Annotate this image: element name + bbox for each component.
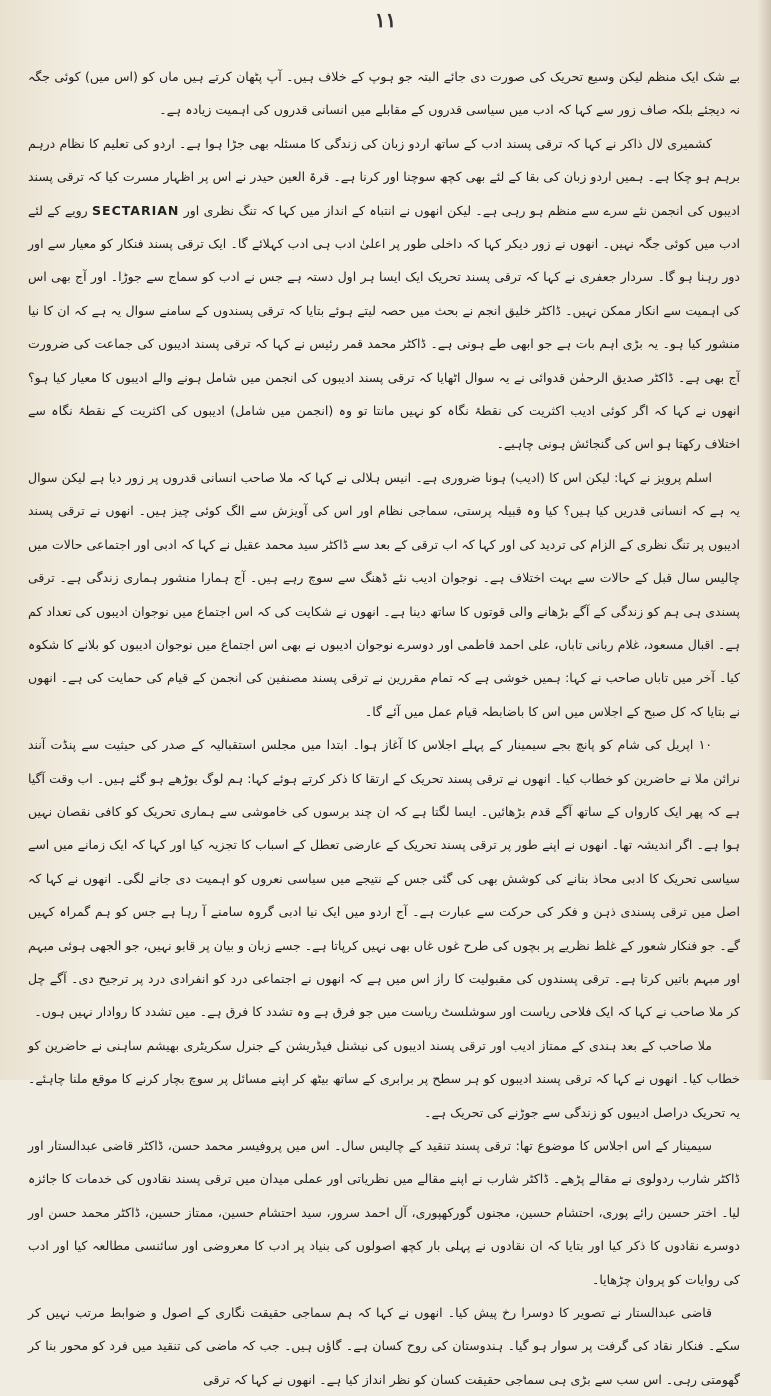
paragraph-1: بے شک ایک منظم لیکن وسیع تحریک کی صورت دی جائے البتہ جو ہوپ کے خلاف ہیں۔ آپ پٹھان کرتے ہیں ماں کو (اس میں) کوئی جگہ نہ دیجئے بلکہ صاف زور سے کہا کہ ادب میں سیاسی قدروں کے مقابلے میں انسانی قدروں کی اہمیت زیادہ ہے۔: [28, 69, 740, 118]
latin-term: SECTARIAN: [92, 202, 180, 218]
paragraph-6: سیمینار کے اس اجلاس کا موضوع تھا: ترقی پسند تنقید کے چالیس سال۔ اس میں پروفیسر محمد حسن، ڈاکٹر قاضی عبدالستار اور ڈاکٹر شارب ردولوی نے مقالے پڑھے۔ ڈاکٹر شارب نے اپنے مقالے میں نظریاتی اور عملی میدان میں ترقی پسند نقادوں کی خدمات کا جائزہ لیا۔ اختر حسین رائے پوری، احتشام حسین، مجنوں گورکھپوری، آل احمد سرور، سید احتشام حسین، ممتاز حسین، ڈاکٹر محمد حسن اور دوسرے نقادوں کا ذکر کیا اور بتایا کہ ان نقادوں نے پہلی بار کچھ اصولوں کی بنیاد پر ادب کا معروضی اور سائنسی مطالعہ کیا اور ادب کی روایات کو پروان چڑھایا۔: [28, 1138, 740, 1287]
paragraph-4: ۱۰ اپریل کی شام کو پانچ بجے سیمینار کے پہلے اجلاس کا آغاز ہوا۔ ابتدا میں مجلس استقبالیہ کے صدر کی حیثیت سے پنڈت آنند نرائن ملا نے حاضرین کو خطاب کیا۔ انھوں نے ترقی پسند تحریک کے ارتقا کا ذکر کرتے ہوئے کہا: ہم لوگ بوڑھے ہو گئے ہیں۔ اب وقت آگیا ہے کہ پھر ایک کارواں کے ساتھ آگے قدم بڑھائیں۔ ایسا لگتا ہے کہ ان چند برسوں کی خاموشی سے ہماری تحریک کو کافی نقصان نہیں ہوا ہے۔ اگر اندیشہ تھا۔ انھوں نے اپنے طور پر ترقی پسند تحریک کے عارضی تعطل کے اسباب کا تجزیہ کیا اور کہا کہ ایک زمانے میں اسے سیاسی تحریک کا ادبی محاذ بنانے کی کوشش بھی کی گئی جس کے نتیجے میں سیاسی نعروں کو اہمیت دی جانے لگی۔ انھوں نے کہا کہ اصل میں ترقی پسندی ذہن و فکر کی حرکت سے عبارت ہے۔ آج اردو میں ایک نیا ادبی گروہ سامنے آ رہا ہے جس کو ہم گمراہ کہیں گے۔ جو فنکار شعور کے غلط نظریے پر بچوں کی طرح غوں غاں بھی نہیں کرپاتا ہے۔ جسے زبان و بیان پر قابو نہیں، جو الجھی ہوئی مبہم اور مبہم باتیں کرتا ہے۔ ترقی پسندوں کی مقبولیت کا راز اس میں ہے کہ انھوں نے اجتماعی درد کو انفرادی درد پر ترجیح دی۔ آگے چل کر ملا صاحب نے کہا کہ ایک فلاحی ریاست اور سوشلسٹ ریاست میں جو فرق ہے وہ تشدد کا فرق ہے۔ میں تشدد کا روادار نہیں ہوں۔: [28, 737, 740, 1020]
paragraph-5: ملا صاحب کے بعد ہندی کے ممتاز ادیب اور ترقی پسند ادیبوں کی نیشنل فیڈریشن کے جنرل سکریٹری بھیشم ساہنی نے حاضرین کو خطاب کیا۔ انھوں نے کہا کہ ترقی پسند ادیبوں کو ہر سطح پر برابری کے ساتھ بیٹھ کر اپنے مسائل پر سوچ بچار کرنے کا موقع ملنا چاہئے۔ یہ تحریک دراصل ادیبوں کو زندگی سے جوڑنے کی تحریک ہے۔: [28, 1037, 740, 1120]
paragraph-7: قاضی عبدالستار نے تصویر کا دوسرا رخ پیش کیا۔ انھوں نے کہا کہ ہم سماجی حقیقت نگاری کے اصول و ضوابط مرتب نہیں کر سکے۔ فنکار نقاد کی گرفت پر سوار ہو گیا۔ ہندوستان کی روح کسان ہے۔ گاؤں ہیں۔ جب کہ ماضی کی تنقید میں فرد کو محور بنا کر گھومتی رہی۔ اس سب سے بڑی ہی سماجی حقیقت کسان کو نظر انداز کیا ہے۔ انھوں نے کہا کہ ترقی: [28, 1305, 740, 1387]
page-edge-shadow: [757, 0, 771, 1080]
page-number: ۱۱: [374, 8, 397, 32]
paragraph-2: کشمیری لال ذاکر نے کہا کہ ترقی پسند ادب کے ساتھ اردو زبان کی زندگی کا مسئلہ بھی جڑا ہوا ہے۔ اردو کی تعلیم کا نظام درہم برہم ہو چکا ہے۔ ہمیں اردو زبان کی بقا کے لئے بھی کچھ سوچنا اور کرنا ہے۔ قرۃ العین حیدر نے اس پر اظہار مسرت کیا کہ ترقی پسند ادیبوں کی انجمن نئے سرے سے منظم ہو رہی ہے۔ لیکن انھوں نے انتباہ کے انداز میں کہا کہ تنگ نظری اور SECTARIAN رویے کے لئے ادب میں کوئی جگہ نہیں۔ انھوں نے زور دیکر کہا کہ داخلی طور پر اعلیٰ ادب ہی ادب کہلائے گا۔ ایک ترقی پسند فنکار کو معیار سے اور دور رہنا ہو گا۔ سردار جعفری نے کہا کہ ترقی پسند تحریک ایک ایسا ہر اول دستہ ہے جس نے ادب کو سماج سے جوڑا۔ اور آج بھی اس کی اہمیت سے انکار ممکن نہیں۔ ڈاکٹر خلیق انجم نے بحث میں حصہ لیتے ہوئے بتایا کہ ترقی پسندوں کے سامنے سوال یہ ہے کہ ان کا نیا منشور کیا ہو۔ یہ بڑی اہم بات ہے جو ابھی طے ہونی ہے۔ ڈاکٹر محمد قمر رئیس نے کہا کہ ترقی پسند ادیبوں کی جماعت کی ضرورت آج بھی ہے۔ ڈاکٹر صدیق الرحمٰن قدوائی نے یہ سوال اٹھایا کہ ترقی پسند ادیبوں کی انجمن میں شامل ہونے والے ادیبوں کا معیار کیا ہو؟ انھوں نے کہا کہ اگر کوئی ادیب اکثریت کی نقطۂ نگاہ کو نہیں مانتا تو وہ (انجمن میں شامل) ادیبوں کی اکثریت کے نقطۂ نگاہ سے اختلاف رکھتا ہو اس کی گنجائش ہونی چاہیے۔: [28, 135, 740, 452]
urdu-text-body: [28, 60, 740, 1396]
paragraph-3: اسلم پرویز نے کہا: لیکن اس کا (ادیب) ہونا ضروری ہے۔ انیس ہلالی نے کہا کہ ملا صاحب انسانی قدروں پر زور دیا ہے لیکن سوال یہ ہے کہ انسانی قدریں کیا ہیں؟ کیا وہ قبیلہ پرستی، سماجی نظام اور اس کی آویزش سے الگ کوئی چیز ہیں۔ انھوں نے ترقی پسند ادیبوں پر تنگ نظری کے الزام کی تردید کی اور کہا کہ اب ترقی کے بعد سے ڈاکٹر سید محمد عقیل نے کہا کہ ادبی اور اجتماعی حالات میں چالیس سال قبل کے حالات سے بہت اختلاف ہے۔ نوجوان ادیب نئے ڈھنگ سے سوچ رہے ہیں۔ آج ہمارا منشور ہماری زندگی ہے۔ ترقی پسندی ہی ہم کو زندگی کے آگے بڑھانے والی قوتوں کا ساتھ دینا ہے۔ انھوں نے شکایت کی کہ اس اجتماع میں نوجوان ادیبوں کی تعداد کم ہے۔ اقبال مسعود، غلام ربانی تاباں، علی احمد فاطمی اور دوسرے نوجوان ادیبوں نے بھی اس اجتماع میں نوجوان ادیبوں کو بلانے کا شکوہ کیا۔ آخر میں تاباں صاحب نے کہا: ہمیں خوشی ہے کہ تمام مقررین نے ترقی پسند مصنفین کی انجمن کے قیام کی حمایت کی ہے۔ انھوں نے بتایا کہ کل صبح کے اجلاس میں اس کا باضابطہ قیام عمل میں آئے گا۔: [28, 469, 741, 719]
